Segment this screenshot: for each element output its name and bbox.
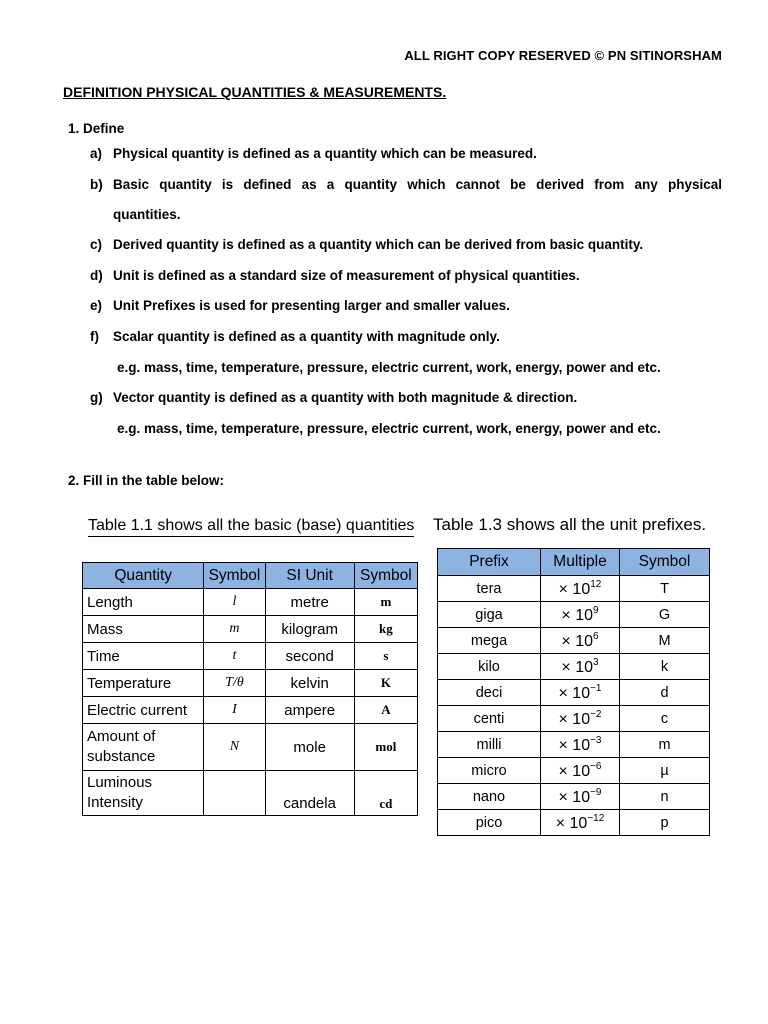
quantity-line: Amount of xyxy=(87,728,156,745)
multiple-exponent: 3 xyxy=(593,656,599,668)
page-title: DEFINITION PHYSICAL QUANTITIES & MEASUREMENTS. xyxy=(63,84,447,100)
si-unit-cell: candela xyxy=(265,771,354,816)
unit-symbol-cell: A xyxy=(354,697,417,724)
multiple-base: × 10 xyxy=(558,788,591,806)
quantity-line: Intensity xyxy=(87,794,143,811)
table-row xyxy=(83,616,418,643)
copyright-notice: ALL RIGHT COPY RESERVED © PN SITINORSHAM xyxy=(404,48,722,63)
table-header-row xyxy=(438,549,710,576)
si-unit-cell: mole xyxy=(265,724,354,771)
symbol-cell: t xyxy=(204,643,265,670)
symbol-cell xyxy=(204,771,265,816)
definition-b-continued: quantities. xyxy=(113,207,181,222)
table-1-1-caption: Table 1.1 shows all the basic (base) quantities xyxy=(88,517,414,537)
prefix-symbol-cell: G xyxy=(620,602,710,628)
prefix-cell: micro xyxy=(438,758,541,784)
multiple-base: × 10 xyxy=(558,684,591,702)
table-row xyxy=(438,732,710,758)
unit-prefixes-table xyxy=(437,548,710,836)
unit-symbol-cell: K xyxy=(354,670,417,697)
table-row xyxy=(438,758,710,784)
symbol-cell: m xyxy=(204,616,265,643)
column-header: SI Unit xyxy=(265,563,354,589)
column-header: Prefix xyxy=(438,549,541,576)
multiple-exponent: −3 xyxy=(590,734,602,746)
definition-a xyxy=(90,139,722,169)
definition-text: Basic quantity is defined as a quantity which cannot be derived from any physical xyxy=(113,177,722,192)
definition-g xyxy=(90,383,722,413)
multiple-cell xyxy=(541,628,620,654)
table-row xyxy=(438,654,710,680)
prefix-cell: giga xyxy=(438,602,541,628)
table-row xyxy=(438,680,710,706)
multiple-exponent: −2 xyxy=(590,708,602,720)
multiple-base: × 10 xyxy=(561,658,594,676)
column-header: Symbol xyxy=(620,549,710,576)
definition-label: d) xyxy=(90,268,103,283)
prefix-cell: mega xyxy=(438,628,541,654)
multiple-cell xyxy=(541,706,620,732)
multiple-base: × 10 xyxy=(561,632,594,650)
multiple-cell xyxy=(541,732,620,758)
prefix-cell: pico xyxy=(438,810,541,836)
unit-symbol-cell: s xyxy=(354,643,417,670)
definition-text: Physical quantity is defined as a quantity which can be measured. xyxy=(113,146,537,161)
prefix-cell: centi xyxy=(438,706,541,732)
symbol-cell: N xyxy=(204,724,265,771)
definition-label: b) xyxy=(90,177,103,192)
quantity-cell: Mass xyxy=(83,616,204,643)
multiple-exponent: −6 xyxy=(590,760,602,772)
quantity-cell: Length xyxy=(83,589,204,616)
si-unit-cell: metre xyxy=(265,589,354,616)
table-row xyxy=(438,706,710,732)
definition-text: Derived quantity is defined as a quantity which can be derived from basic quantity. xyxy=(113,237,644,252)
column-header: Multiple xyxy=(541,549,620,576)
definition-label: c) xyxy=(90,237,103,252)
si-unit-cell: kilogram xyxy=(265,616,354,643)
prefix-symbol-cell: d xyxy=(620,680,710,706)
prefix-symbol-cell: p xyxy=(620,810,710,836)
definition-label: a) xyxy=(90,146,103,161)
prefix-symbol-cell: m xyxy=(620,732,710,758)
multiple-exponent: 9 xyxy=(593,604,599,616)
prefix-symbol-cell: µ xyxy=(620,758,710,784)
symbol-cell: T/θ xyxy=(204,670,265,697)
definition-label: e) xyxy=(90,298,103,313)
unit-symbol-cell: mol xyxy=(354,724,417,771)
quantity-cell: Time xyxy=(83,643,204,670)
prefix-cell: deci xyxy=(438,680,541,706)
prefix-cell: kilo xyxy=(438,654,541,680)
column-header: Symbol xyxy=(354,563,417,589)
table-row xyxy=(83,724,418,771)
example-g: e.g. mass, time, temperature, pressure, electric current, work, energy, power and etc. xyxy=(117,421,661,436)
multiple-base: × 10 xyxy=(561,606,594,624)
table-row xyxy=(438,784,710,810)
definition-label: f) xyxy=(90,329,99,344)
definition-label: g) xyxy=(90,390,103,405)
symbol-cell: l xyxy=(204,589,265,616)
definition-text: Unit Prefixes is used for presenting larger and smaller values. xyxy=(113,298,510,313)
prefix-symbol-cell: k xyxy=(620,654,710,680)
column-header: Symbol xyxy=(204,563,265,589)
quantity-cell: Temperature xyxy=(83,670,204,697)
table-row xyxy=(438,602,710,628)
multiple-cell xyxy=(541,576,620,602)
quantity-line: Luminous xyxy=(87,774,153,791)
si-unit-cell: second xyxy=(265,643,354,670)
multiple-cell xyxy=(541,810,620,836)
prefix-cell: milli xyxy=(438,732,541,758)
quantity-line: substance xyxy=(87,748,156,765)
definition-b xyxy=(90,170,722,200)
question-2-heading: 2. Fill in the table below: xyxy=(68,473,225,488)
definition-text: Unit is defined as a standard size of measurement of physical quantities. xyxy=(113,268,580,283)
multiple-exponent: −12 xyxy=(587,812,605,824)
table-row xyxy=(438,628,710,654)
unit-symbol-cell: m xyxy=(354,589,417,616)
symbol-cell: I xyxy=(204,697,265,724)
table-row xyxy=(438,576,710,602)
definition-c xyxy=(90,230,722,260)
multiple-cell xyxy=(541,654,620,680)
example-f: e.g. mass, time, temperature, pressure, electric current, work, energy, power and etc. xyxy=(117,360,661,375)
multiple-cell xyxy=(541,758,620,784)
unit-symbol-cell: kg xyxy=(354,616,417,643)
definition-f xyxy=(90,322,722,352)
unit-symbol-cell: cd xyxy=(354,771,417,816)
multiple-exponent: −1 xyxy=(590,682,602,694)
table-row xyxy=(83,697,418,724)
definition-text: Vector quantity is defined as a quantity with both magnitude & direction. xyxy=(113,390,578,405)
prefix-symbol-cell: T xyxy=(620,576,710,602)
multiple-base: × 10 xyxy=(558,580,591,598)
multiple-exponent: −9 xyxy=(590,786,602,798)
multiple-base: × 10 xyxy=(558,736,591,754)
quantity-cell: Electric current xyxy=(83,697,204,724)
table-header-row xyxy=(83,563,418,589)
multiple-base: × 10 xyxy=(558,762,591,780)
table-row xyxy=(83,670,418,697)
multiple-cell xyxy=(541,784,620,810)
definition-text: Scalar quantity is defined as a quantity with magnitude only. xyxy=(113,329,500,344)
si-unit-cell: ampere xyxy=(265,697,354,724)
column-header: Quantity xyxy=(83,563,204,589)
prefix-symbol-cell: M xyxy=(620,628,710,654)
definition-e xyxy=(90,291,722,321)
si-unit-cell: kelvin xyxy=(265,670,354,697)
table-row xyxy=(83,589,418,616)
prefix-symbol-cell: c xyxy=(620,706,710,732)
multiple-base: × 10 xyxy=(555,814,588,832)
prefix-symbol-cell: n xyxy=(620,784,710,810)
multiple-cell xyxy=(541,602,620,628)
multiple-exponent: 12 xyxy=(590,578,602,590)
quantity-cell xyxy=(83,771,204,816)
question-1-heading: 1. Define xyxy=(68,121,125,136)
definition-d xyxy=(90,261,722,291)
multiple-cell xyxy=(541,680,620,706)
prefix-cell: tera xyxy=(438,576,541,602)
table-row xyxy=(83,643,418,670)
multiple-base: × 10 xyxy=(558,710,591,728)
table-row xyxy=(83,771,418,816)
quantity-cell xyxy=(83,724,204,771)
table-1-3-caption: Table 1.3 shows all the unit prefixes. xyxy=(433,515,707,534)
multiple-exponent: 6 xyxy=(593,630,599,642)
basic-quantities-table xyxy=(82,562,418,816)
prefix-cell: nano xyxy=(438,784,541,810)
table-row xyxy=(438,810,710,836)
